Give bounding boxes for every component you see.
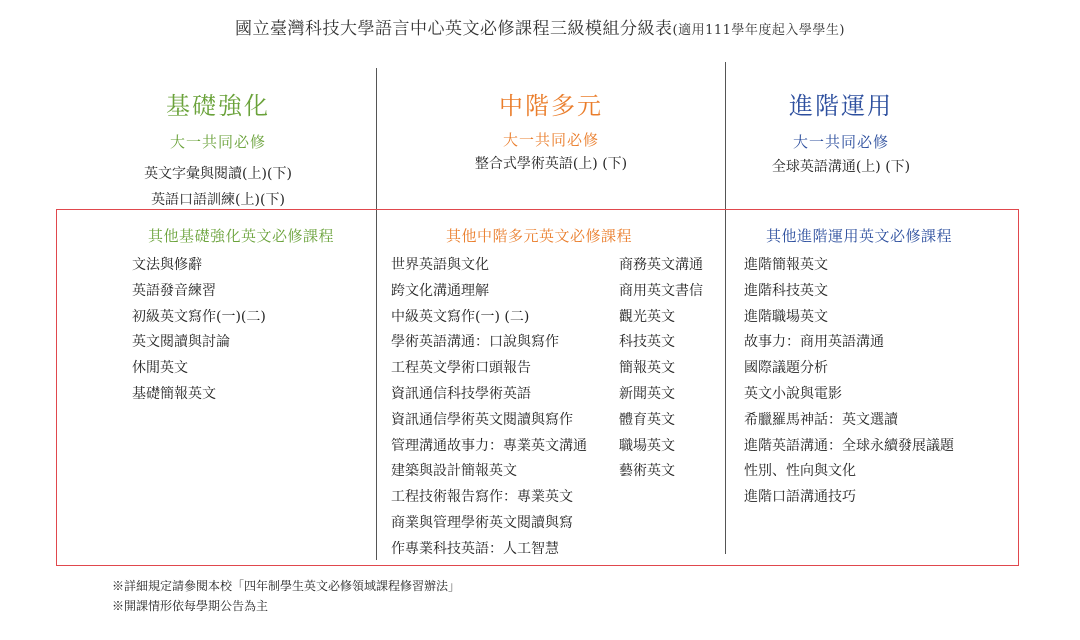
other-title-intermediate: 其他中階多元英文必修課程 xyxy=(446,227,633,245)
list-item: 商用英文書信 xyxy=(619,282,703,299)
list-item: 職場英文 xyxy=(619,437,675,454)
list-item: 資訊通信學術英文閱讀與寫作 xyxy=(391,411,573,428)
required-course: 整合式學術英語(上) (下) xyxy=(474,156,628,172)
list-item: 商業與管理學術英文閱讀與寫 xyxy=(391,514,573,531)
list-item: 希臘羅馬神話：英文選讀 xyxy=(744,411,898,428)
list-item: 工程英文學術口頭報告 xyxy=(391,360,531,377)
footnote: ※開課情形依每學期公告為主 xyxy=(112,599,269,613)
list-item: 科技英文 xyxy=(619,334,675,351)
list-item: 觀光英文 xyxy=(619,308,675,325)
course-list-intermediate-left xyxy=(391,253,587,563)
footnote: ※詳細規定請參閱本校「四年制學生英文必修領域課程修習辦法」 xyxy=(112,579,461,593)
footnotes xyxy=(112,576,460,616)
course-list-intermediate-right xyxy=(619,253,703,485)
page-title-main: 國立臺灣科技大學語言中心英文必修課程三級模組分級表 xyxy=(235,19,673,39)
course-list-advanced xyxy=(744,253,954,511)
required-label-intermediate: 大一共同必修 xyxy=(502,131,599,149)
required-course: 英文字彙與閱讀(上)(下) xyxy=(144,166,292,182)
list-item: 文法與修辭 xyxy=(132,257,202,273)
column-title-foundation: 基礎強化 xyxy=(166,92,270,120)
column-title-advanced: 進階運用 xyxy=(789,92,893,120)
course-list-foundation xyxy=(132,253,266,408)
list-item: 進階英語溝通：全球永續發展議題 xyxy=(744,437,954,454)
list-item: 中級英文寫作(一) (二) xyxy=(391,308,530,325)
other-title-foundation: 其他基礎強化英文必修課程 xyxy=(148,227,335,245)
list-item: 英語發音練習 xyxy=(132,282,216,299)
list-item: 進階科技英文 xyxy=(744,282,828,299)
list-item: 作專業科技英語：人工智慧 xyxy=(391,540,559,557)
required-label-advanced: 大一共同必修 xyxy=(792,133,889,151)
list-item: 體育英文 xyxy=(619,411,675,428)
required-course: 英語口語訓練(上)(下) xyxy=(151,192,285,208)
column-foundation xyxy=(60,0,376,208)
list-item: 工程技術報告寫作：專業英文 xyxy=(391,489,573,506)
column-intermediate xyxy=(377,0,725,200)
page-title-note: (適用111學年度起入學學生) xyxy=(672,23,845,38)
list-item: 學術英語溝通：口說與寫作 xyxy=(391,334,559,351)
list-item: 英文閱讀與討論 xyxy=(132,334,230,351)
list-item: 跨文化溝通理解 xyxy=(391,282,489,299)
required-label-foundation: 大一共同必修 xyxy=(169,133,266,151)
list-item: 商務英文溝通 xyxy=(619,257,703,273)
list-item: 世界英語與文化 xyxy=(391,257,489,273)
list-item: 進階職場英文 xyxy=(744,308,828,325)
list-item: 國際議題分析 xyxy=(744,360,828,377)
list-item: 新聞英文 xyxy=(619,385,675,402)
list-item: 基礎簡報英文 xyxy=(132,385,216,402)
other-title-advanced: 其他進階運用英文必修課程 xyxy=(766,227,953,245)
list-item: 英文小說與電影 xyxy=(744,385,842,402)
list-item: 建築與設計簡報英文 xyxy=(391,463,517,480)
list-item: 初級英文寫作(一)(二) xyxy=(132,308,266,325)
column-title-intermediate: 中階多元 xyxy=(499,92,603,120)
column-advanced xyxy=(726,0,956,200)
list-item: 進階簡報英文 xyxy=(744,257,828,273)
list-item: 資訊通信科技學術英語 xyxy=(391,385,531,402)
list-item: 簡報英文 xyxy=(619,360,675,377)
list-item: 性別、性向與文化 xyxy=(744,463,856,480)
list-item: 管理溝通故事力：專業英文溝通 xyxy=(391,437,587,454)
list-item: 休閒英文 xyxy=(132,360,188,377)
list-item: 藝術英文 xyxy=(619,463,675,480)
list-item: 進階口語溝通技巧 xyxy=(744,489,856,506)
list-item: 故事力：商用英語溝通 xyxy=(744,334,884,351)
required-course: 全球英語溝通(上) (下) xyxy=(771,159,911,175)
